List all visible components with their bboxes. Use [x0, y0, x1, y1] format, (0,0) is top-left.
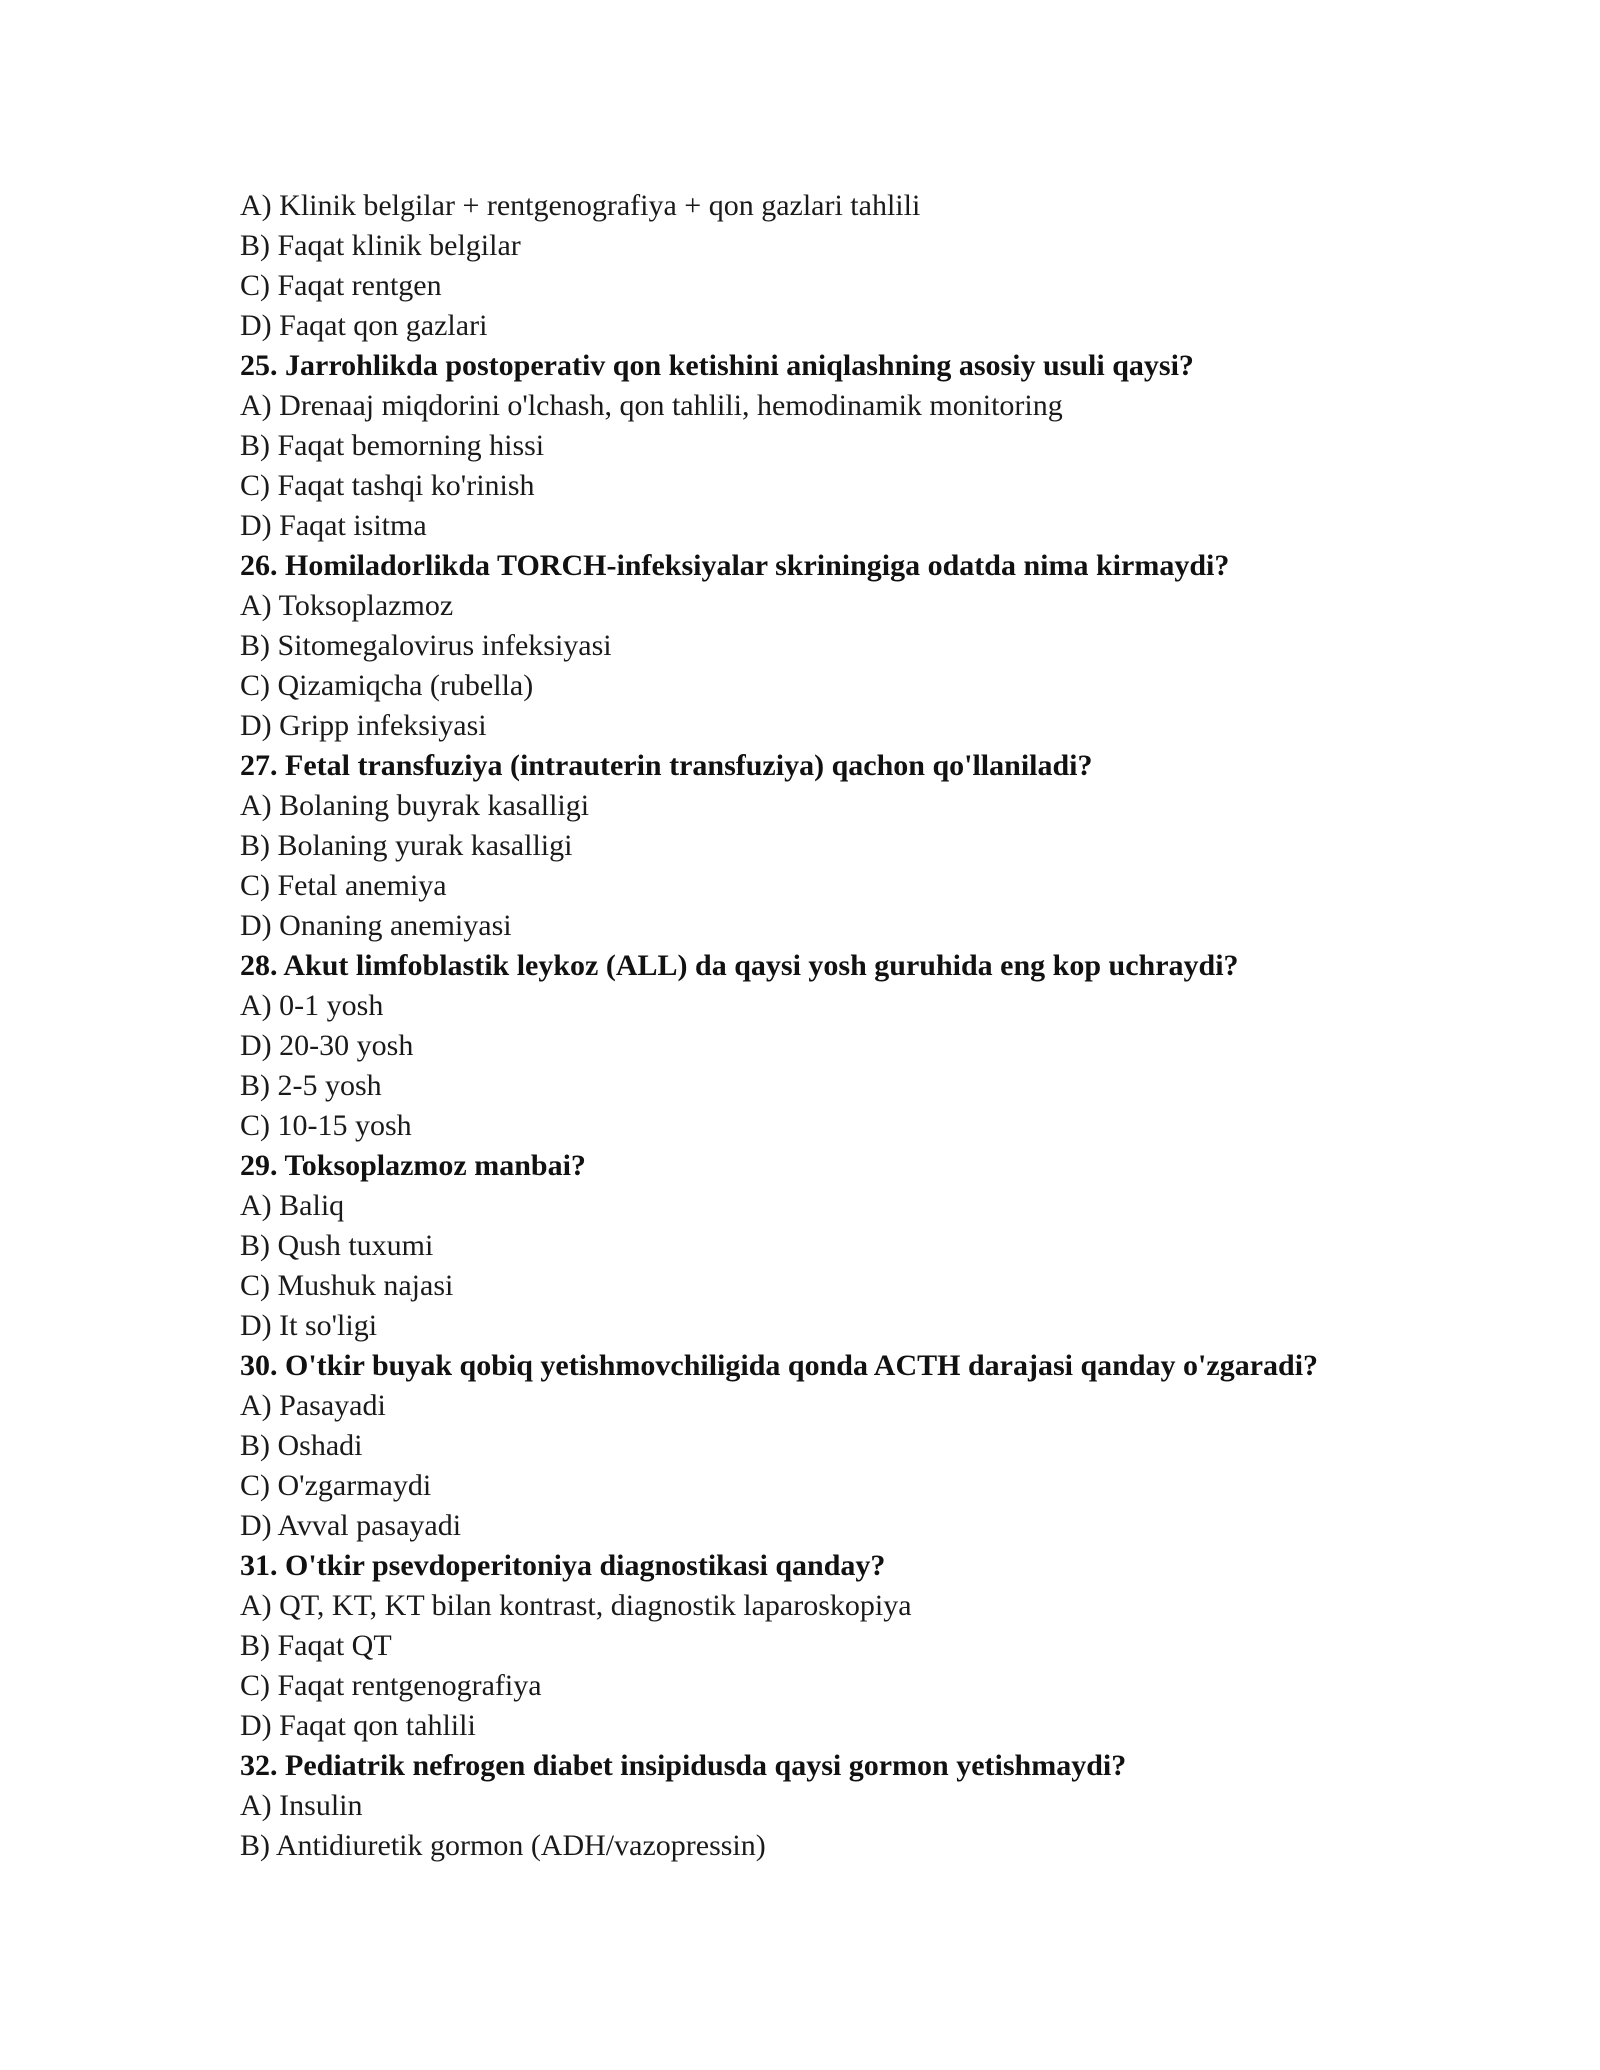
answer-option: A) Baliq [240, 1189, 345, 1222]
answer-option: C) Faqat rentgenografiya [240, 1669, 542, 1702]
answer-option: C) Fetal anemiya [240, 869, 447, 902]
answer-option: B) Antidiuretik gormon (ADH/vazopressin) [240, 1829, 766, 1862]
answer-option: C) Qizamiqcha (rubella) [240, 669, 534, 702]
answer-option: A) Klinik belgilar + rentgenografiya + qon gazlari tahlili [240, 189, 921, 222]
answer-option: C) Mushuk najasi [240, 1269, 454, 1302]
question-text: 27. Fetal transfuziya (intrauterin transfuziya) qachon qo'llaniladi? [240, 749, 1093, 782]
question-text: 28. Akut limfoblastik leykoz (ALL) da qaysi yosh guruhida eng kop uchraydi? [240, 949, 1239, 982]
answer-option: D) Faqat qon tahlili [240, 1709, 476, 1742]
question-text: 30. O'tkir buyak qobiq yetishmovchiligida qonda ACTH darajasi qanday o'zgaradi? [240, 1349, 1319, 1382]
question-text: 29. Toksoplazmoz manbai? [240, 1149, 586, 1182]
answer-option: A) Bolaning buyrak kasalligi [240, 789, 590, 822]
answer-option: B) Bolaning yurak kasalligi [240, 829, 573, 862]
answer-option: B) Faqat QT [240, 1629, 392, 1662]
answer-option: A) 0-1 yosh [240, 989, 384, 1022]
answer-option: B) Sitomegalovirus infeksiyasi [240, 629, 612, 662]
answer-option: C) O'zgarmaydi [240, 1469, 432, 1502]
answer-option: B) Faqat bemorning hissi [240, 429, 545, 462]
answer-option: B) Faqat klinik belgilar [240, 229, 521, 262]
answer-option: D) Avval pasayadi [240, 1509, 462, 1542]
quiz-content [240, 186, 1440, 1866]
answer-option: A) Drenaaj miqdorini o'lchash, qon tahlili, hemodinamik monitoring [240, 389, 1063, 422]
answer-option: C) Faqat rentgen [240, 269, 442, 302]
answer-option: D) Faqat qon gazlari [240, 309, 488, 342]
answer-option: C) Faqat tashqi ko'rinish [240, 469, 535, 502]
answer-option: D) Gripp infeksiyasi [240, 709, 487, 742]
answer-option: A) Toksoplazmoz [240, 589, 454, 622]
question-text: 26. Homiladorlikda TORCH-infeksiyalar skriningiga odatda nima kirmaydi? [240, 549, 1230, 582]
answer-option: A) QT, KT, KT bilan kontrast, diagnostik laparoskopiya [240, 1589, 912, 1622]
answer-option: D) It so'ligi [240, 1309, 378, 1342]
answer-option: B) Oshadi [240, 1429, 363, 1462]
answer-option: D) Onaning anemiyasi [240, 909, 512, 942]
question-text: 25. Jarrohlikda postoperativ qon ketishini aniqlashning asosiy usuli qaysi? [240, 349, 1194, 382]
answer-option: C) 10-15 yosh [240, 1109, 412, 1142]
answer-option: D) 20-30 yosh [240, 1029, 414, 1062]
answer-option: D) Faqat isitma [240, 509, 427, 542]
question-text: 31. O'tkir psevdoperitoniya diagnostikasi qanday? [240, 1549, 886, 1582]
answer-option: A) Insulin [240, 1789, 363, 1822]
question-text: 32. Pediatrik nefrogen diabet insipidusda qaysi gormon yetishmaydi? [240, 1749, 1127, 1782]
answer-option: A) Pasayadi [240, 1389, 386, 1422]
answer-option: B) 2-5 yosh [240, 1069, 382, 1102]
answer-option: B) Qush tuxumi [240, 1229, 434, 1262]
